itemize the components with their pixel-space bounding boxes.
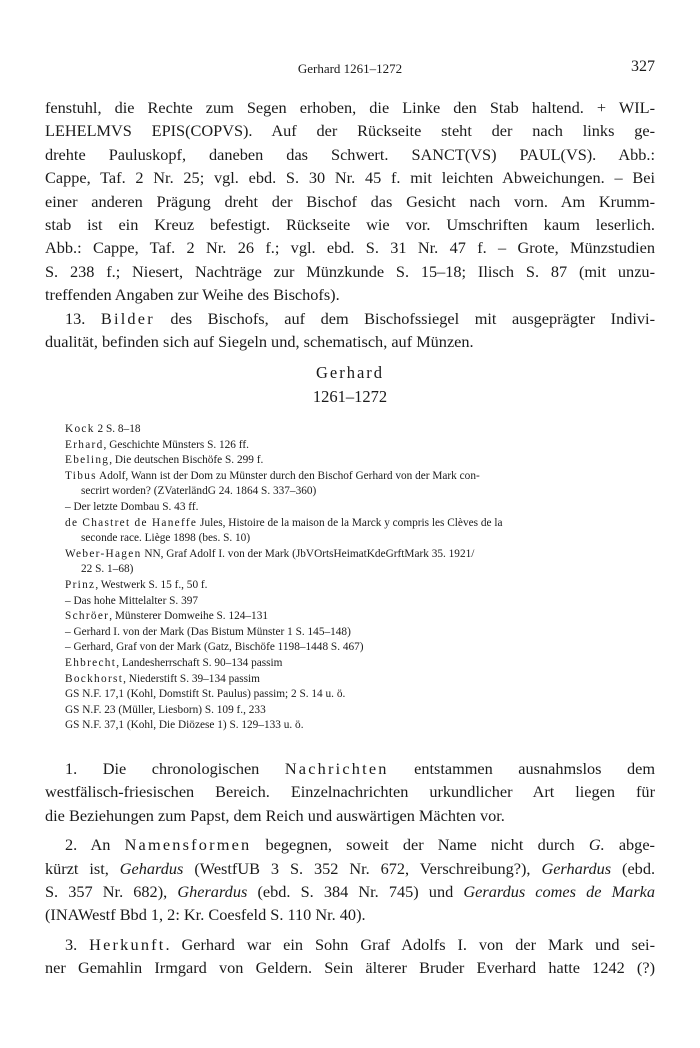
text-line: die Beziehungen zum Papst, dem Reich und auswärtigen Mächten vor. — [45, 805, 505, 825]
text-line: stab ist ein Kreuz befestigt. Rückseite wie vor. Umschriften kaum leserlich. — [45, 215, 655, 235]
bibliography-entry — [65, 438, 585, 454]
bibliography-entry — [65, 640, 585, 656]
bibliography-entry — [65, 547, 585, 563]
bibliography-entry — [65, 578, 585, 594]
bibliography-text: – Gerhard, Graf von der Mark (Gatz, Bischöfe 1198–1448 S. 467) — [65, 641, 364, 654]
text-line: drehte Pauluskopf, daneben das Schwert. SANCT(VS) PAUL(VS). Abb.: — [45, 144, 655, 164]
text-line: S. 238 f.; Niesert, Nachträge zur Münzkunde S. 15–18; Ilisch S. 87 (mit unzu- — [45, 261, 655, 281]
bibliography-entry — [65, 672, 585, 688]
bibliography-author: Ehbrecht — [65, 656, 117, 669]
bibliography-entry — [65, 422, 585, 438]
paragraph-2-line: 2. An Namensformen begegnen, soweit der Name nicht durch G. abge- — [65, 835, 655, 855]
text-line: einer anderen Prägung dreht der Bischof das Gesicht nach vorn. Am Krumm- — [45, 191, 655, 211]
bibliography-text: – Das hohe Mittelalter S. 397 — [65, 594, 199, 607]
paragraph-keyword: Nachrichten — [284, 759, 389, 778]
bibliography-author: Bockhorst — [65, 672, 124, 685]
bibliography-author: Schröer — [65, 610, 110, 623]
paragraph-keyword: Bilder — [100, 308, 155, 328]
text-line: treffenden Angaben zur Weihe des Bischofs). — [45, 285, 340, 305]
section-heading: Gerhard — [315, 363, 385, 382]
bibliography-entry — [65, 656, 585, 672]
text-line: S. 357 Nr. 682), Gherardus (ebd. S. 384 Nr. 745) und Gerardus comes de Marka — [45, 882, 656, 902]
bibliography-entry — [65, 718, 585, 734]
bibliography-author: Ebeling — [65, 454, 110, 467]
text-line: LEHELMVS EPIS(COPVS). Auf der Rückseite steht der nach links ge- — [45, 121, 655, 141]
bibliography-text: , Münsterer Domweihe S. 124–131 — [109, 610, 268, 623]
bibliography-text: , Geschichte Münsters S. 126 ff. — [103, 438, 249, 451]
paragraph-number: 3. — [65, 934, 78, 954]
bibliography-text: GS N.F. 17,1 (Kohl, Domstift St. Paulus) passim; 2 S. 14 u. ö. — [65, 688, 346, 701]
bibliography-list — [65, 422, 585, 734]
bibliography-text: 2 S. 8–18 — [94, 423, 141, 435]
paragraph-1-line: 1. Die chronologischen Nachrichten entstammen ausnahmslos dem — [65, 759, 655, 778]
bibliography-author: Weber-Hagen — [65, 547, 142, 560]
bibliography-author: de Chastret de Haneffe — [65, 516, 198, 529]
bibliography-text: , Die deutschen Bischöfe S. 299 f. — [109, 454, 264, 467]
text-line: kürzt ist, Gehardus (WestfUB 3 S. 352 Nr. 672, Verschreibung?), Gerhardus (ebd. — [45, 858, 656, 878]
bibliography-text: , Niederstift S. 39–134 passim — [123, 672, 260, 685]
text-line: ner Gemahlin Irmgard von Geldern. Sein älterer Bruder Everhard hatte 1242 (?) — [45, 958, 655, 978]
text-line: (INAWestf Bbd 1, 2: Kr. Coesfeld S. 110 Nr. 40). — [45, 905, 366, 925]
bibliography-entry — [65, 516, 585, 532]
bibliography-continuation: seconde race. Liège 1898 (bes. S. 10) — [81, 532, 251, 545]
main-paragraphs — [45, 757, 655, 980]
bibliography-author: Prinz — [65, 578, 96, 591]
bibliography-entry — [65, 687, 585, 703]
bibliography-entry — [65, 703, 585, 719]
bibliography-text: GS N.F. 37,1 (Kohl, Die Diözese 1) S. 129–133 u. ö. — [65, 719, 304, 732]
paragraph-number: 1. — [65, 759, 78, 778]
paragraph-3-line: 3. Herkunft. Gerhard war ein Sohn Graf Adolfs I. von der Mark und sei- — [65, 934, 655, 954]
paragraph-keyword: Namensformen — [124, 835, 252, 855]
bibliography-text: NN, Graf Adolf I. von der Mark (JbVOrtsHeimatKdeGrftMark 35. 1921/ — [141, 547, 475, 560]
bibliography-text: , Landesherrschaft S. 90–134 passim — [116, 656, 283, 669]
text-line: fenstuhl, die Rechte zum Segen erhoben, die Linke den Stab haltend. + WIL- — [45, 98, 655, 117]
running-head — [45, 58, 655, 80]
bibliography-text: GS N.F. 23 (Müller, Liesborn) S. 109 f., 233 — [65, 703, 266, 716]
bibliography-text: , Westwerk S. 15 f., 50 f. — [95, 578, 208, 591]
bibliography-entry — [65, 469, 585, 485]
section-dates: 1261–1272 — [312, 387, 388, 406]
bibliography-entry — [65, 453, 585, 469]
text-line: Abb.: Cappe, Taf. 2 Nr. 26 f.; vgl. ebd. S. 31 Nr. 47 f. – Grote, Münzstudien — [45, 238, 655, 258]
bibliography-entry — [65, 625, 585, 641]
text-line: dualität, befinden sich auf Siegeln und, schematisch, auf Münzen. — [45, 332, 474, 352]
paragraph-13-line: 13. Bilder des Bischofs, auf dem Bischofssiegel mit ausgeprägter Indivi- — [65, 308, 655, 328]
bibliography-text: – Gerhard I. von der Mark (Das Bistum Münster 1 S. 145–148) — [65, 625, 351, 638]
bibliography-text: Jules, Histoire de la maison de la Marck y compris les Clèves de la — [197, 516, 503, 529]
bibliography-entry — [65, 609, 585, 625]
paragraph-number: 2. — [65, 835, 78, 855]
continuation-paragraph — [45, 96, 655, 353]
bibliography-text: – Der letzte Dombau S. 43 ff. — [65, 500, 199, 513]
text-line: Cappe, Taf. 2 Nr. 25; vgl. ebd. S. 30 Nr. 45 f. mit leichten Abweichungen. – Bei — [45, 168, 655, 188]
text-line: westfälisch-friesischen Bereich. Einzelnachrichten urkundlicher Art liegen für — [45, 782, 655, 802]
paragraph-keyword: Herkunft — [89, 934, 166, 954]
bibliography-author: Kock — [65, 423, 95, 435]
page-number: 327 — [631, 58, 655, 75]
bibliography-continuation: secrirt worden? (ZVaterländG 24. 1864 S. 337–360) — [81, 485, 317, 498]
bibliography-text: Adolf, Wann ist der Dom zu Münster durch den Bischof Gerhard von der Mark con- — [96, 469, 480, 482]
bibliography-entry — [65, 594, 585, 610]
running-title: Gerhard 1261–1272 — [297, 61, 403, 76]
bibliography-author: Erhard — [65, 438, 104, 451]
paragraph-number: 13. — [65, 308, 86, 328]
bibliography-author: Tibus — [65, 469, 97, 482]
bibliography-entry — [65, 500, 585, 516]
bibliography-continuation: 22 S. 1–68) — [81, 563, 134, 576]
